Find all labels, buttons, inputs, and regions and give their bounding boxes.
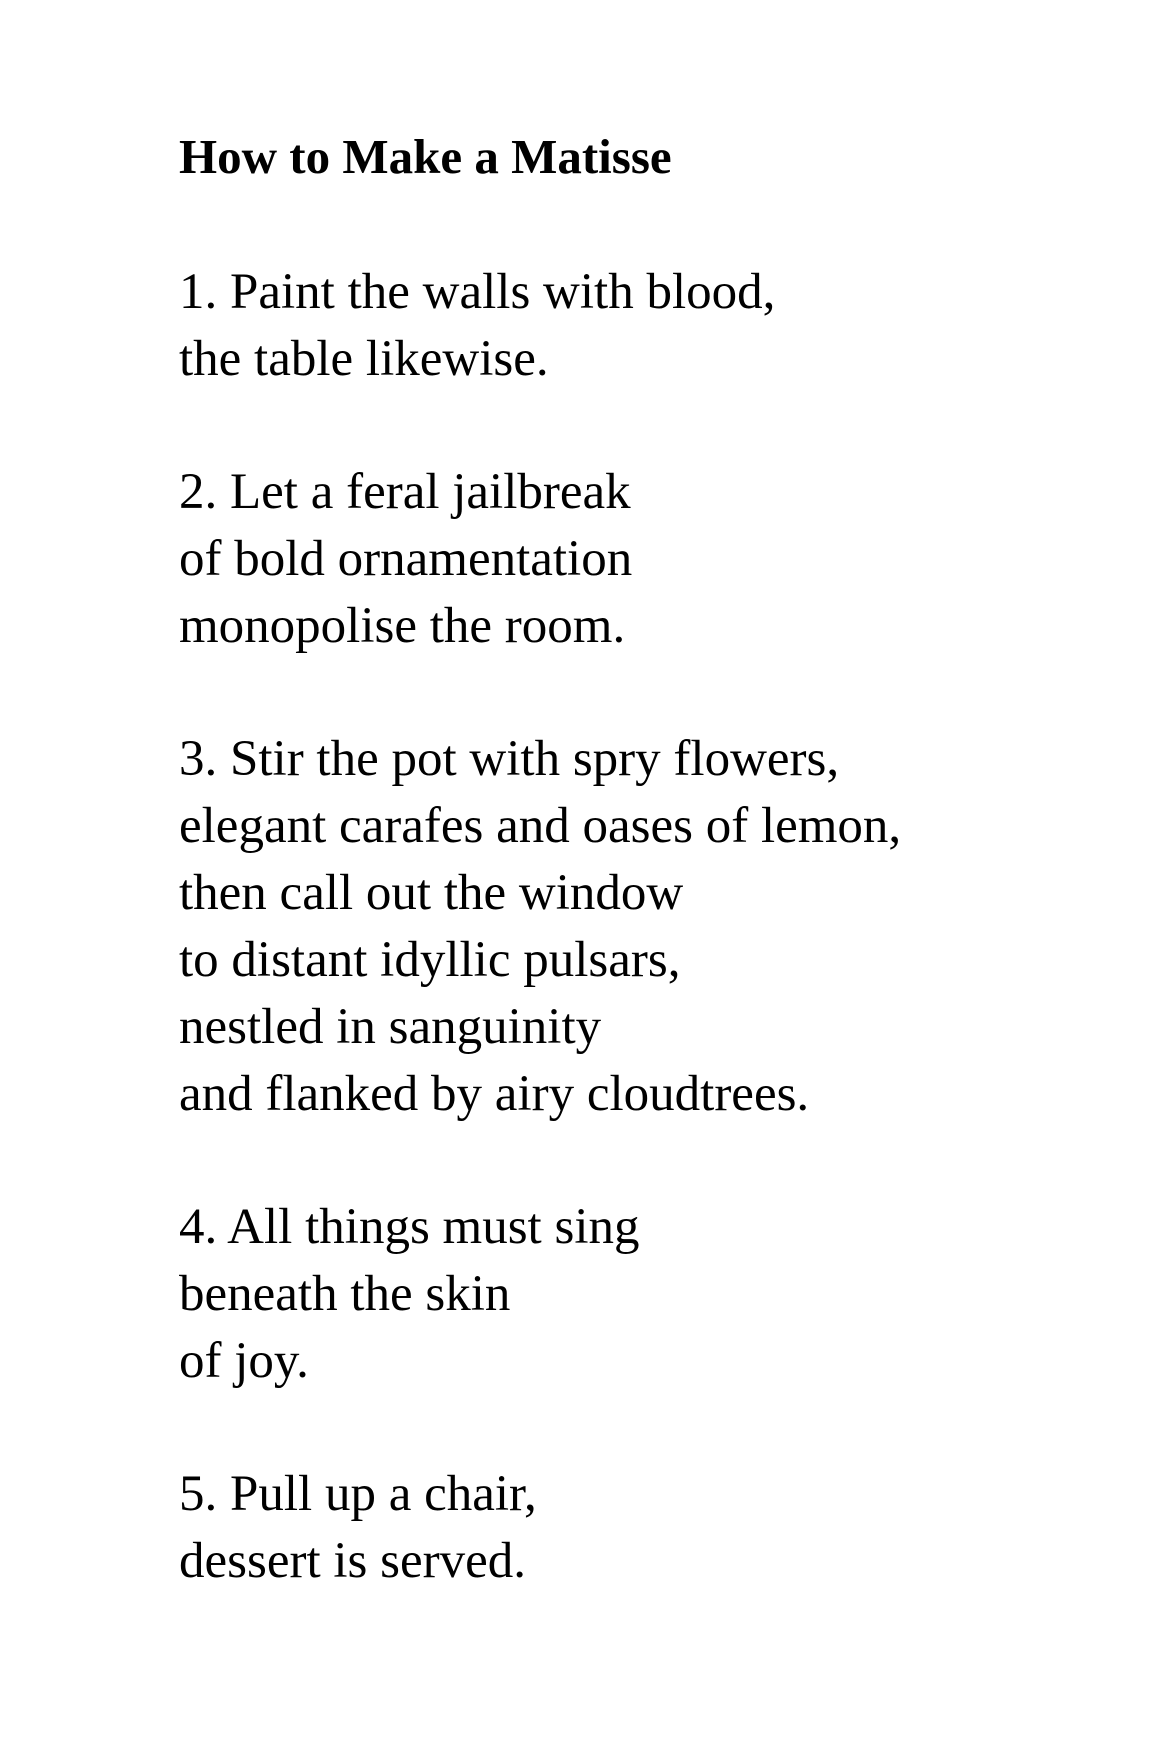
- poem-line: 5. Pull up a chair,: [179, 1466, 537, 1522]
- poem-line: 1. Paint the walls with blood,: [179, 264, 776, 320]
- spacer: [179, 660, 1139, 726]
- poem-line: 3. Stir the pot with spry flowers,: [179, 731, 840, 787]
- stanza-2: [179, 459, 1139, 660]
- poem-line: monopolise the room.: [179, 598, 626, 654]
- poem-line: to distant idyllic pulsars,: [179, 932, 681, 988]
- spacer: [179, 1395, 1139, 1461]
- poem-line: of bold ornamentation: [179, 531, 633, 587]
- poem-title: How to Make a Matisse: [179, 129, 672, 184]
- poem-line: the table likewise.: [179, 331, 549, 387]
- spacer: [179, 393, 1139, 459]
- stanza-5: [179, 1461, 1139, 1595]
- stanza-4: [179, 1194, 1139, 1395]
- poem-line: elegant carafes and oases of lemon,: [179, 798, 902, 854]
- stanza-3: [179, 726, 1139, 1128]
- stanza-1: [179, 259, 1139, 393]
- poem-line: 4. All things must sing: [179, 1199, 640, 1255]
- poem-line: then call out the window: [179, 865, 684, 921]
- poem-line: 2. Let a feral jailbreak: [179, 464, 631, 520]
- spacer: [179, 1128, 1139, 1194]
- spacer: [179, 190, 1139, 259]
- poem-page: [179, 124, 1139, 1595]
- poem-line: dessert is served.: [179, 1533, 526, 1589]
- poem-line: beneath the skin: [179, 1266, 511, 1322]
- poem-line: nestled in sanguinity: [179, 999, 602, 1055]
- poem-line: and flanked by airy cloudtrees.: [179, 1066, 810, 1122]
- poem-line: of joy.: [179, 1333, 309, 1389]
